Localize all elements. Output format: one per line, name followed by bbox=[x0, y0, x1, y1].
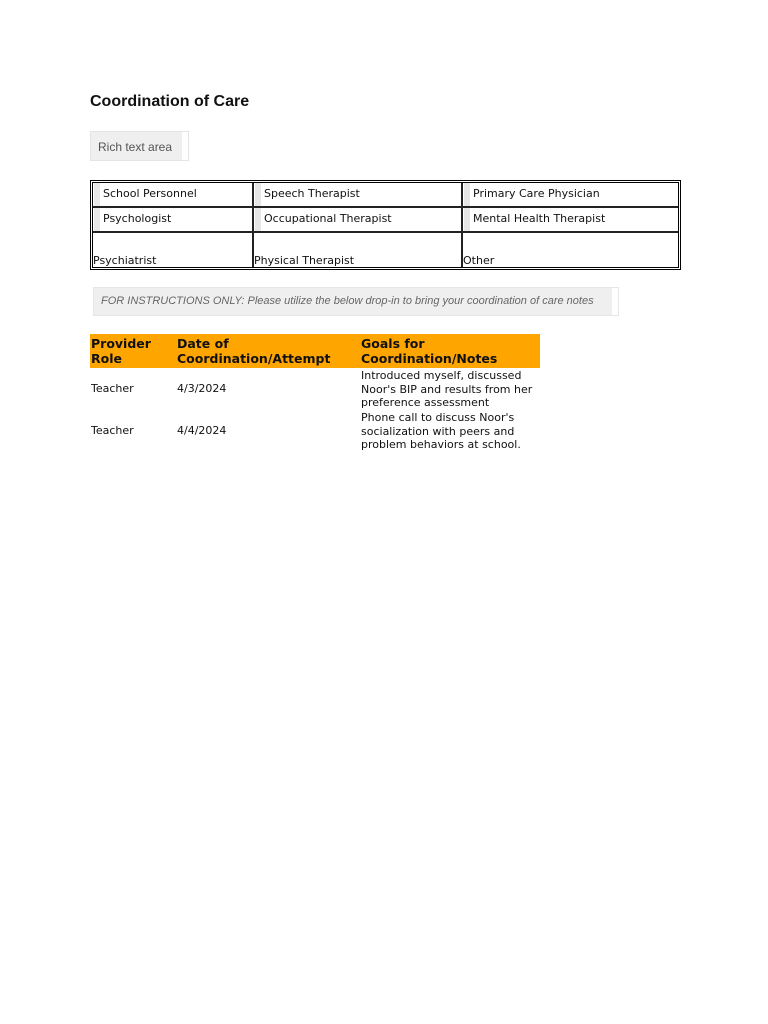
row-date: 4/4/2024 bbox=[177, 424, 227, 437]
role-school-personnel: School Personnel bbox=[103, 187, 197, 200]
table-row bbox=[90, 410, 540, 452]
row-notes: Phone call to discuss Noor's socialization with peers and problem behaviors at school. bbox=[361, 411, 521, 451]
role-physical-therapist: Physical Therapist bbox=[254, 254, 355, 267]
row-notes: Introduced myself, discussed Noor's BIP and results from her preference assessment bbox=[361, 369, 533, 409]
role-psychologist: Psychologist bbox=[103, 212, 172, 225]
row-divider bbox=[93, 206, 678, 208]
page-title: Coordination of Care bbox=[90, 93, 250, 110]
role-mental-health-therapist: Mental Health Therapist bbox=[473, 212, 606, 225]
role-other: Other bbox=[463, 254, 495, 267]
table-row bbox=[90, 368, 540, 410]
header-date: Date of Coordination/Attempt bbox=[177, 336, 331, 366]
cell-shade bbox=[464, 208, 470, 231]
header-provider-role: Provider Role bbox=[91, 336, 151, 366]
cell-shade bbox=[464, 183, 470, 206]
row-date: 4/3/2024 bbox=[177, 382, 227, 395]
coordination-table bbox=[90, 334, 540, 452]
instructions-edge bbox=[612, 288, 618, 315]
coordination-table-header bbox=[90, 334, 540, 368]
role-psychiatrist: Psychiatrist bbox=[93, 254, 157, 267]
cell-shade bbox=[94, 183, 100, 206]
provider-roles-grid bbox=[92, 182, 679, 268]
rich-text-area[interactable] bbox=[90, 131, 189, 161]
row-divider bbox=[93, 231, 678, 233]
instructions-text: FOR INSTRUCTIONS ONLY: Please utilize the below drop-in to bring your coordination of care notes bbox=[101, 295, 594, 307]
cell-shade bbox=[255, 183, 261, 206]
role-speech-therapist: Speech Therapist bbox=[264, 187, 360, 200]
role-occupational-therapist: Occupational Therapist bbox=[264, 212, 392, 225]
instructions-note bbox=[93, 287, 619, 316]
provider-roles-table bbox=[90, 180, 681, 270]
rich-text-area-label: Rich text area bbox=[98, 140, 173, 154]
row-provider-role: Teacher bbox=[91, 424, 134, 437]
cell-shade bbox=[94, 208, 100, 231]
row-provider-role: Teacher bbox=[91, 382, 134, 395]
role-primary-care-physician: Primary Care Physician bbox=[473, 187, 600, 200]
header-goals-notes: Goals for Coordination/Notes bbox=[361, 336, 498, 366]
cell-shade bbox=[255, 208, 261, 231]
rich-text-area-edge bbox=[182, 132, 188, 160]
